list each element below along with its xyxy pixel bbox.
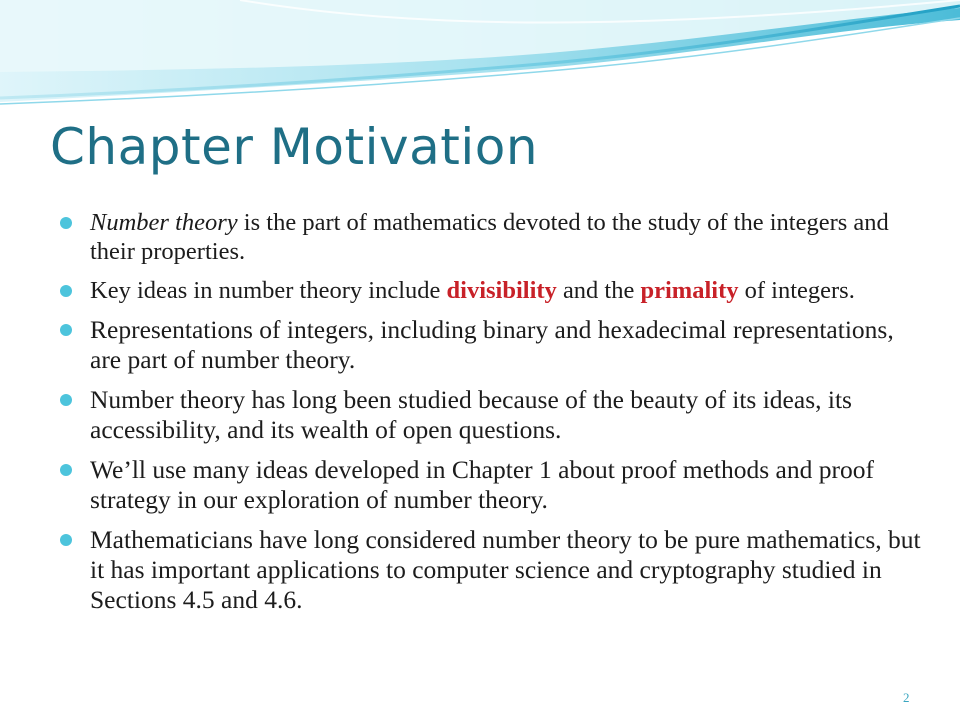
- bullet-text: Key ideas in number theory include: [90, 277, 447, 304]
- bullet-text: Representations of integers, including binary and hexadecimal representations, are part of number theory.: [90, 315, 894, 374]
- bullet-text: of integers.: [738, 277, 855, 304]
- bullet-text: is the part of mathematics devoted to the study of the integers and their properties.: [90, 209, 889, 265]
- bullet-item: [58, 315, 928, 375]
- page-number: 2: [903, 690, 910, 705]
- bullet-item: [58, 276, 928, 305]
- bullet-text: Number theory has long been studied because of the beauty of its ideas, its accessibility, and its wealth of open questions.: [90, 385, 852, 444]
- bullet-item: [58, 385, 928, 445]
- bullet-text: Mathematicians have long considered number theory to be pure mathematics, but it has important applications to computer science and cryptography studied in Sections 4.5 and 4.6.: [90, 525, 921, 614]
- bullet-marker-icon: [60, 324, 72, 336]
- bullet-item: [58, 208, 928, 266]
- bullet-marker-icon: [60, 217, 72, 229]
- header-wave-decoration: [0, 0, 960, 110]
- bullet-marker-icon: [60, 464, 72, 476]
- bullet-item: [58, 455, 928, 515]
- bullet-marker-icon: [60, 534, 72, 546]
- bullet-text: and the: [556, 277, 641, 304]
- bullet-marker-icon: [60, 394, 72, 406]
- bullet-item: [58, 525, 928, 615]
- slide-title: Chapter Motivation: [50, 118, 539, 176]
- highlight-divisibility: divisibility: [446, 277, 557, 304]
- bullet-emphasis: Number theory: [90, 209, 238, 236]
- bullet-list: [58, 208, 928, 625]
- highlight-primality: primality: [640, 277, 739, 304]
- bullet-marker-icon: [60, 285, 72, 297]
- bullet-text: We’ll use many ideas developed in Chapter 1 about proof methods and proof strategy in our exploration of number theory.: [90, 455, 874, 514]
